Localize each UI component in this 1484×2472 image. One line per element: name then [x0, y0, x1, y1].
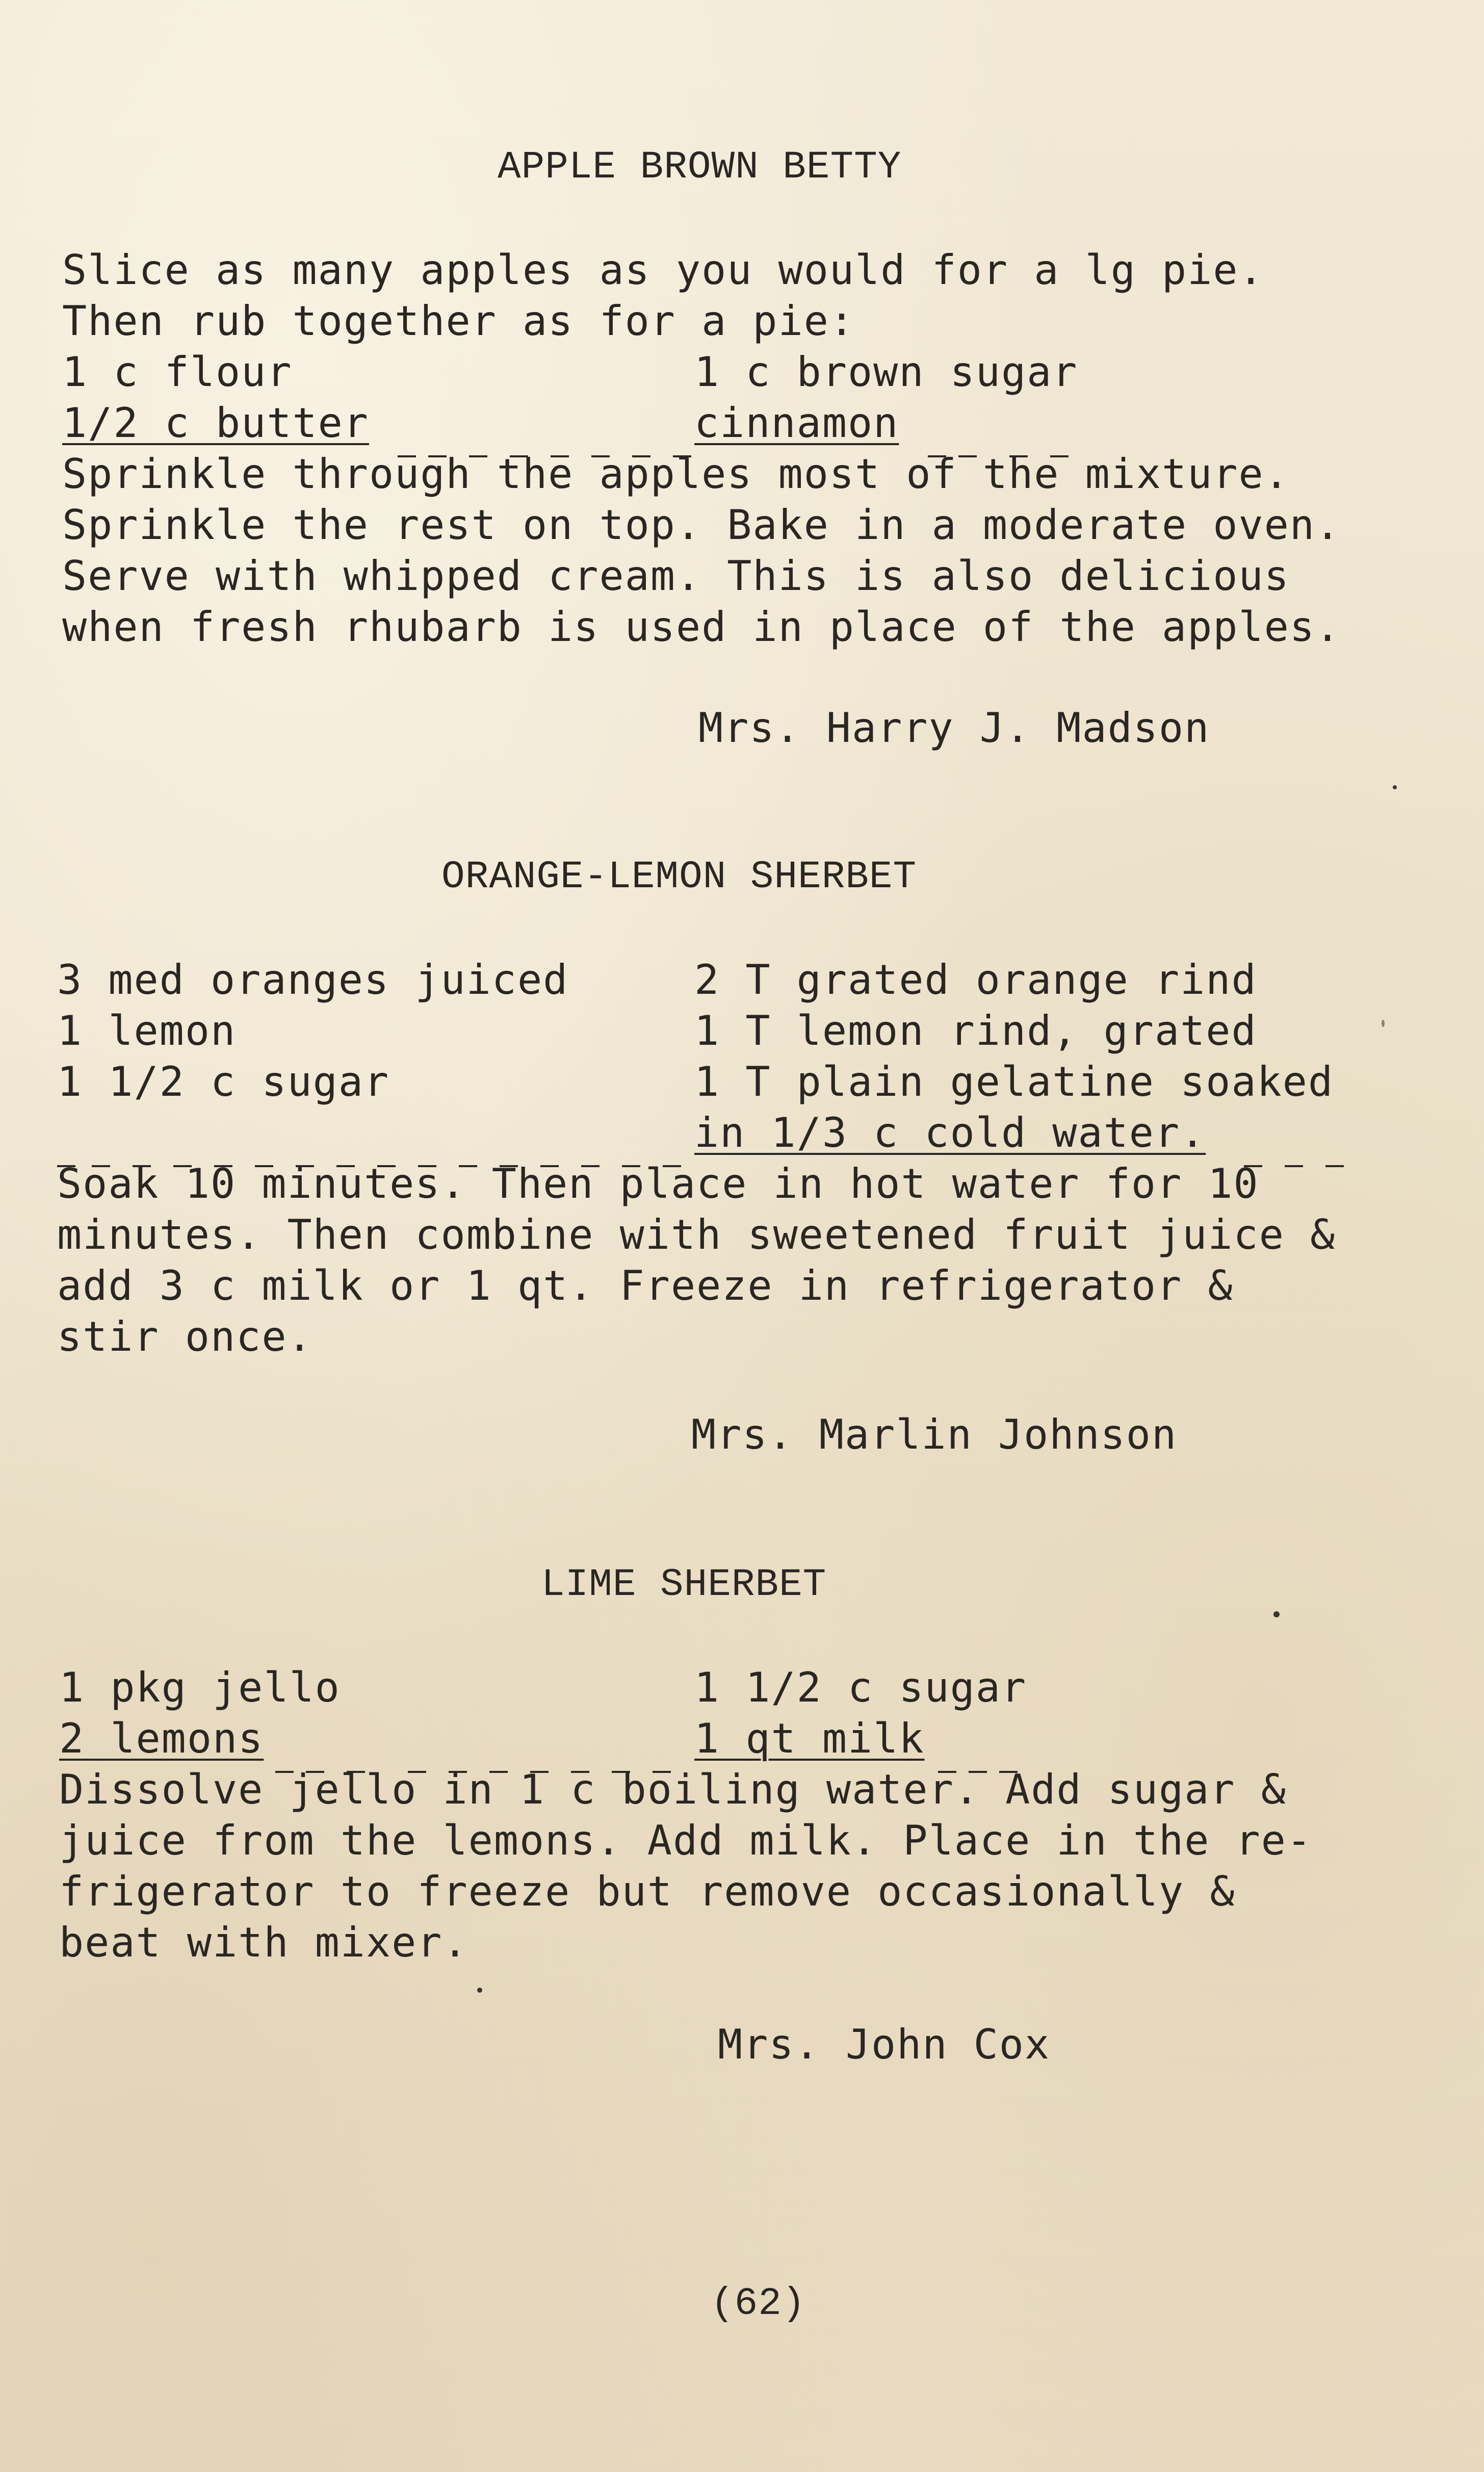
paper-speck [1393, 785, 1397, 789]
recipe-title-apple-brown-betty: APPLE BROWN BETTY [498, 145, 902, 189]
ingredient-right: 1 c brown sugar [694, 348, 1078, 396]
paper-speck [1273, 1611, 1280, 1617]
ingredient-left: 2 lemons [59, 1715, 264, 1762]
ingredient-right: 1 T plain gelatine soaked [694, 1058, 1334, 1105]
recipe-direction-line: minutes. Then combine with sweetened fruit juice & [57, 1211, 1336, 1258]
ingredient-left: 1 lemon [57, 1007, 237, 1054]
ingredient-right-continued: in 1/3 c cold water. [694, 1109, 1206, 1156]
ingredient-right: 2 T grated orange rind [694, 956, 1257, 1003]
paper-speck [1382, 1020, 1385, 1027]
ingredient-left: 3 med oranges juiced [57, 956, 569, 1003]
recipe-direction-line: Sprinkle the rest on top. Bake in a moderate oven. [62, 501, 1341, 549]
ingredient-right: 1 qt milk [694, 1715, 925, 1762]
recipe-direction-line: stir once. [57, 1313, 313, 1360]
paper-speck [477, 1988, 482, 1993]
recipe-direction-line: Dissolve jello in 1 c boiling water. Add sugar & [59, 1766, 1287, 1813]
ingredient-right: 1 T lemon rind, grated [694, 1007, 1257, 1054]
recipe-direction-line: Sprinkle through the apples most of the mixture. [62, 450, 1290, 498]
recipe-direction-line: when fresh rhubarb is used in place of the apples. [62, 603, 1341, 651]
recipe-author: Mrs. John Cox [718, 2021, 1051, 2068]
page-number: (62) [711, 2282, 806, 2326]
recipe-title-lime-sherbet: LIME SHERBET [541, 1563, 827, 1607]
ingredient-left: 1/2 c butter [62, 399, 369, 447]
recipe-author: Mrs. Marlin Johnson [691, 1411, 1178, 1458]
recipe-title-orange-lemon-sherbet: ORANGE-LEMON SHERBET [441, 855, 917, 899]
recipe-direction-line: Soak 10 minutes. Then place in hot water for 10 [57, 1160, 1259, 1207]
ingredient-left: 1 1/2 c sugar [57, 1058, 390, 1105]
recipe-intro-line: Slice as many apples as you would for a lg pie. [62, 246, 1264, 294]
ingredient-right: 1 1/2 c sugar [694, 1664, 1027, 1711]
ingredient-left: 1 pkg jello [59, 1664, 341, 1711]
recipe-direction-line: Serve with whipped cream. This is also delicious [62, 552, 1290, 600]
recipe-direction-line: beat with mixer. [59, 1919, 468, 1966]
recipe-intro-line: Then rub together as for a pie: [62, 297, 855, 345]
recipe-direction-line: frigerator to freeze but remove occasionally & [59, 1868, 1236, 1915]
recipe-author: Mrs. Harry J. Madson [698, 704, 1210, 752]
ingredient-left: 1 c flour [62, 348, 293, 396]
recipe-direction-line: juice from the lemons. Add milk. Place in the re- [59, 1817, 1313, 1864]
ingredient-right: cinnamon [694, 399, 899, 447]
recipe-direction-line: add 3 c milk or 1 qt. Freeze in refrigerator & [57, 1262, 1234, 1309]
